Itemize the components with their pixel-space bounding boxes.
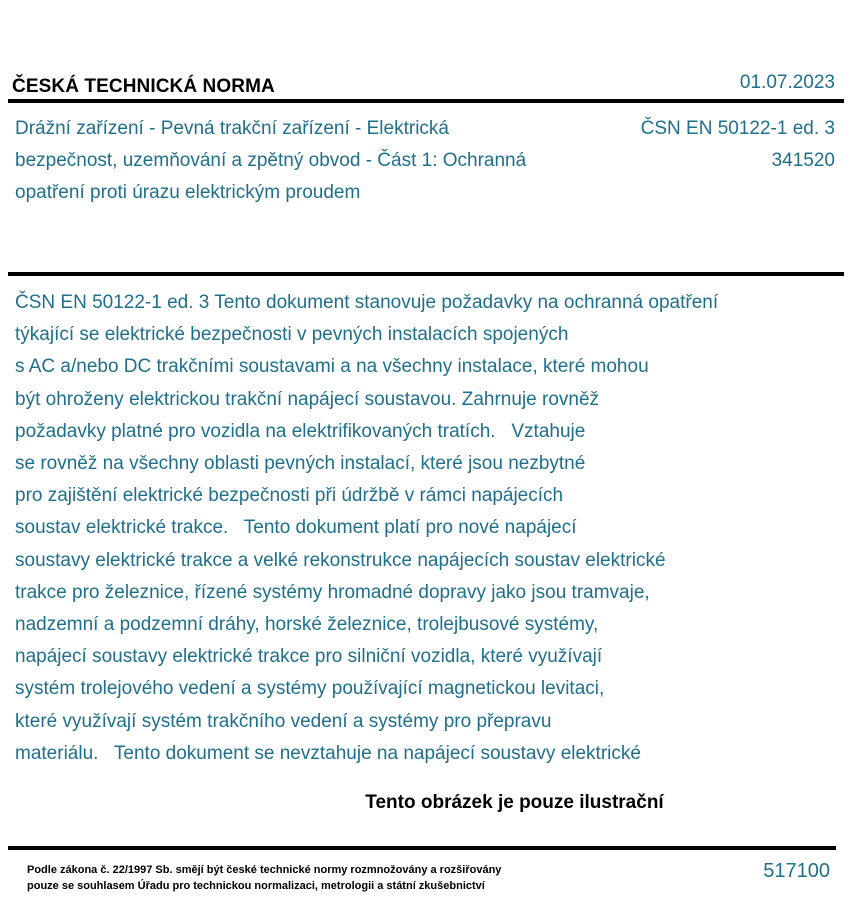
abstract-line: soustavy elektrické trakce a velké rekonstrukce napájecích soustav elektrické <box>15 549 666 571</box>
document-title-line: Drážní zařízení - Pevná trakční zařízení - Elektrická <box>15 118 449 139</box>
abstract-line: systém trolejového vedení a systémy používající magnetickou levitaci, <box>15 678 605 700</box>
publication-date: 01.07.2023 <box>739 72 835 93</box>
abstract-line: se rovněž na všechny oblasti pevných instalací, které jsou nezbytné <box>15 453 586 475</box>
title-divider <box>8 272 844 276</box>
standard-designation: ČSN EN 50122-1 ed. 3 <box>640 118 835 139</box>
abstract-line: týkající se elektrické bezpečnosti v pevných instalacích spojených <box>15 324 569 346</box>
document-identifiers <box>641 113 835 177</box>
standard-heading: ČESKÁ TECHNICKÁ NORMA <box>12 76 275 97</box>
abstract-line: trakce pro železnice, řízené systémy hromadné dopravy jako jsou tramvaje, <box>15 581 650 603</box>
abstract-line: ČSN EN 50122-1 ed. 3 Tento dokument stanovuje požadavky na ochranná opatření <box>15 292 719 313</box>
illustration-disclaimer: Tento obrázek je pouze ilustrační <box>365 792 664 813</box>
catalog-number: 517100 <box>763 860 830 882</box>
copyright-line: Podle zákona č. 22/1997 Sb. smějí být české technické normy rozmnožovány a rozšiřovány <box>27 864 502 876</box>
abstract-line: požadavky platné pro vozidla na elektrifikovaných tratích. Vztahuje <box>15 420 586 442</box>
abstract-line: s AC a/nebo DC trakčními soustavami a na všechny instalace, které mohou <box>15 356 649 378</box>
document-title-line: opatření proti úrazu elektrickým proudem <box>15 182 361 203</box>
abstract-line: materiálu. Tento dokument se nevztahuje na napájecí soustavy elektrické <box>15 742 641 764</box>
abstract-line: napájecí soustavy elektrické trakce pro silniční vozidla, které využívají <box>15 646 603 668</box>
abstract-line: nadzemní a podzemní dráhy, horské železnice, trolejbusové systémy, <box>15 614 599 636</box>
abstract-line: soustav elektrické trakce. Tento dokument platí pro nové napájecí <box>15 517 577 539</box>
classification-number: 341520 <box>771 150 835 171</box>
header-divider <box>8 99 844 103</box>
abstract-line: být ohroženy elektrickou trakční napájecí soustavou. Zahrnuje rovněž <box>15 388 600 410</box>
abstract-line: které využívají systém trakčního vedení a systémy pro přepravu <box>15 710 552 732</box>
abstract-line: pro zajištění elektrické bezpečnosti při údržbě v rámci napájecích <box>15 485 564 507</box>
document-title <box>15 113 615 209</box>
footer-divider <box>8 846 836 850</box>
abstract-text <box>15 287 845 770</box>
copyright-notice <box>27 862 501 894</box>
copyright-line: pouze se souhlasem Úřadu pro technickou normalizaci, metrologii a státní zkušebnictví <box>27 880 485 892</box>
document-title-line: bezpečnost, uzemňování a zpětný obvod - Část 1: Ochranná <box>15 150 527 171</box>
